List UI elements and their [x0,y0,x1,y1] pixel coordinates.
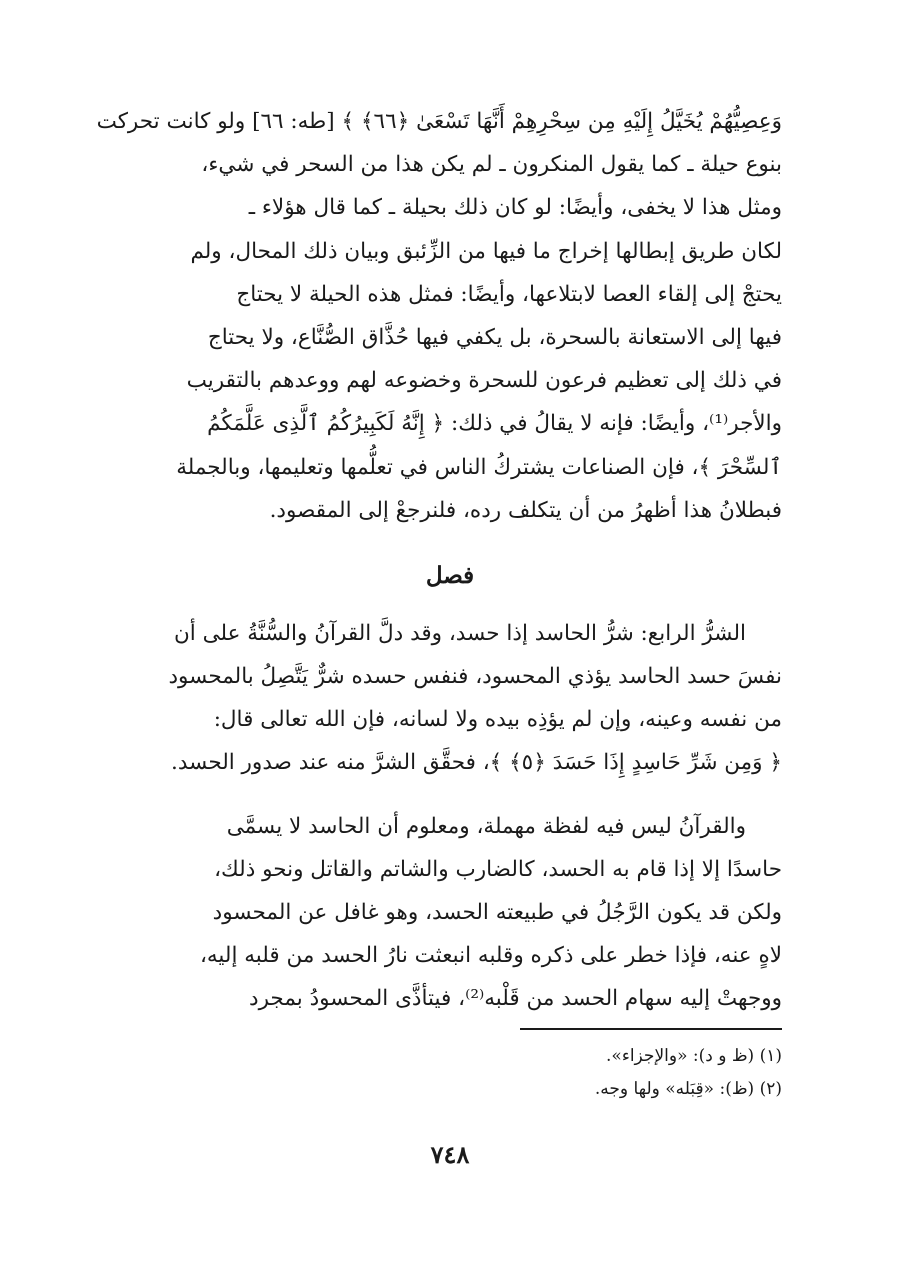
paragraph-3 [118,805,782,1021]
text-line: ووجهتْ إليه سهام الحسد من قَلْبه⁽²⁾، فيتأذَّى المحسودُ بمجرد [249,986,782,1012]
text-line: ومثل هذا لا يخفى، وأيضًا: لو كان ذلك بحيلة ـ كما قال هؤلاء ـ [248,195,782,221]
footnote-2: (٢) (ظ): «قِبَله» ولها وجه. [594,1079,782,1099]
text-line: لاهٍ عنه، فإذا خطر على ذكره وقلبه انبعثت نارُ الحسد من قلبه إليه، [199,943,782,969]
footnotes [118,1040,782,1106]
paragraph-1 [96,100,782,532]
footnote-1: (١) (ظ و د): «والإجزاء». [606,1046,782,1066]
text-line: يحتجْ إلى إلقاء العصا لابتلاعها، وأيضًا: فمثل هذه الحيلة لا يحتاج [236,281,782,307]
paragraph-2 [118,612,782,785]
main-text [96,100,782,1021]
section-heading: فصل [425,561,475,589]
text-line: في ذلك إلى تعظيم فرعون للسحرة وخضوعه لهم ووعدهم بالتقريب [186,368,782,394]
text-line: بنوع حيلة ـ كما يقول المنكرون ـ لم يكن هذا من السحر في شيء، [201,152,782,178]
text-line: والأجر⁽¹⁾، وأيضًا: فإنه لا يقالُ في ذلك: ﴿ إِنَّهُ لَكَبِيرُكُمُ ٱلَّذِى عَلَّمَكُمُ [207,411,782,437]
text-line: الشرُّ الرابع: شرُّ الحاسد إذا حسد، وقد دلَّ القرآنُ والسُّنَّةُ على أن [173,620,746,646]
text-line: لكان طريق إبطالها إخراج ما فيها من الزِّئبق وبيان ذلك المحال، ولم [190,238,782,264]
page-number: ٧٤٨ [430,1140,470,1169]
footnote-divider [520,1028,782,1030]
text-line: ٱلسِّحْرَ ﴾، فإن الصناعات يشتركُ الناس في تعلُّمها وتعليمها، وبالجملة [176,454,782,480]
text-line: حاسدًا إلا إذا قام به الحسد، كالضارب والشاتم والقاتل ونحو ذلك، [214,856,782,882]
text-line: والقرآنُ ليس فيه لفظة مهملة، ومعلوم أن الحاسد لا يسمَّى [226,813,746,839]
text-line: فيها إلى الاستعانة بالسحرة، بل يكفي فيها حُذَّاق الصُّنَّاع، ولا يحتاج [207,324,782,350]
text-line: من نفسه وعينه، وإن لم يؤذِه بيده ولا لسانه، فإن الله تعالى قال: [213,707,782,733]
text-line: وَعِصِيُّهُمْ يُخَيَّلُ إِلَيْهِ مِن سِحْرِهِمْ أَنَّهَا تَسْعَىٰ ﴿٦٦﴾ ﴾ [طه: ٦٦] ولو كانت تحركت [96,109,782,134]
text-line: ولكن قد يكون الرَّجُلُ في طبيعته الحسد، وهو غافل عن المحسود [212,900,782,925]
text-line: فبطلانُ هذا أظهرُ من أن يتكلف رده، فلنرجعْ إلى المقصود. [269,497,782,523]
text-line: نفسَ حسد الحاسد يؤذي المحسود، فنفس حسده شرٌّ يَتَّصِلُ بالمحسود [168,664,782,690]
text-line: ﴿ وَمِن شَرِّ حَاسِدٍ إِذَا حَسَدَ ﴿٥﴾ ﴾، فحقَّق الشرَّ منه عند صدور الحسد. [171,750,782,776]
